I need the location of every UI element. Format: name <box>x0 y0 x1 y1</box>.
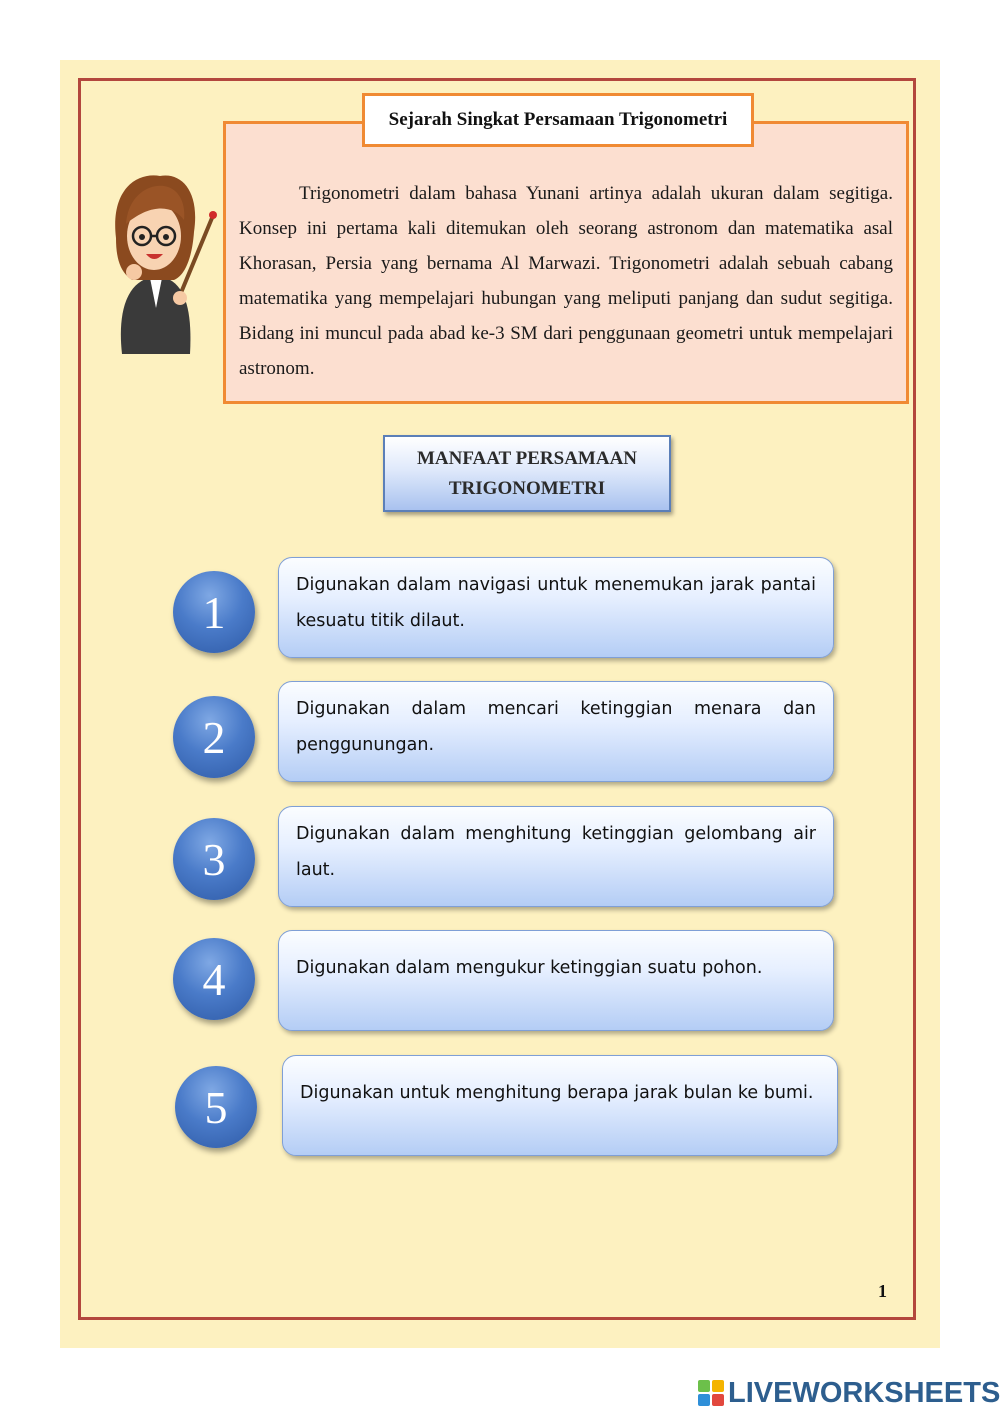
number-circle-2: 2 <box>173 696 255 778</box>
logo-text: LIVEWORKSHEETS <box>728 1376 1000 1409</box>
benefit-text-3: Digunakan dalam menghitung ketinggian gelombang air laut. <box>296 824 816 880</box>
benefit-item-4 <box>278 930 834 1031</box>
liveworksheets-icon <box>698 1380 724 1406</box>
benefit-item-5 <box>282 1055 838 1156</box>
benefit-item-1 <box>278 557 834 658</box>
teacher-illustration <box>108 168 220 354</box>
history-text: Trigonometri dalam bahasa Yunani artinya adalah ukuran dalam segitiga. Konsep ini pertama kali ditemukan oleh seorang astronom dan matematika asal Khorasan, Persia yang bernama Al Marwazi. Trigonometri adalah sebuah cabang matematika yang mempelajari hubungan yang meliputi panjang dan sudut segitiga. Bidang ini muncul pada abad ke-3 SM dari penggunaan geometri untuk mempelajari astronom. <box>239 183 893 379</box>
benefit-text-4: Digunakan dalam mengukur ketinggian suatu pohon. <box>296 958 763 978</box>
number-circle-4: 4 <box>173 938 255 1020</box>
number-circle-1: 1 <box>173 571 255 653</box>
number-circle-3: 3 <box>173 818 255 900</box>
history-title: Sejarah Singkat Persamaan Trigonometri <box>362 93 754 147</box>
benefits-title: MANFAAT PERSAMAAN TRIGONOMETRI <box>383 435 671 512</box>
benefit-item-3 <box>278 806 834 907</box>
benefit-text-5: Digunakan untuk menghitung berapa jarak bulan ke bumi. <box>300 1083 814 1103</box>
page-number: 1 <box>878 1281 887 1301</box>
number-circle-5: 5 <box>175 1066 257 1148</box>
benefit-item-2 <box>278 681 834 782</box>
liveworksheets-logo <box>698 1378 1000 1408</box>
benefit-text-1: Digunakan dalam navigasi untuk menemukan jarak pantai kesuatu titik dilaut. <box>296 575 816 631</box>
benefit-text-2: Digunakan dalam mencari ketinggian menara dan penggunungan. <box>296 699 816 755</box>
